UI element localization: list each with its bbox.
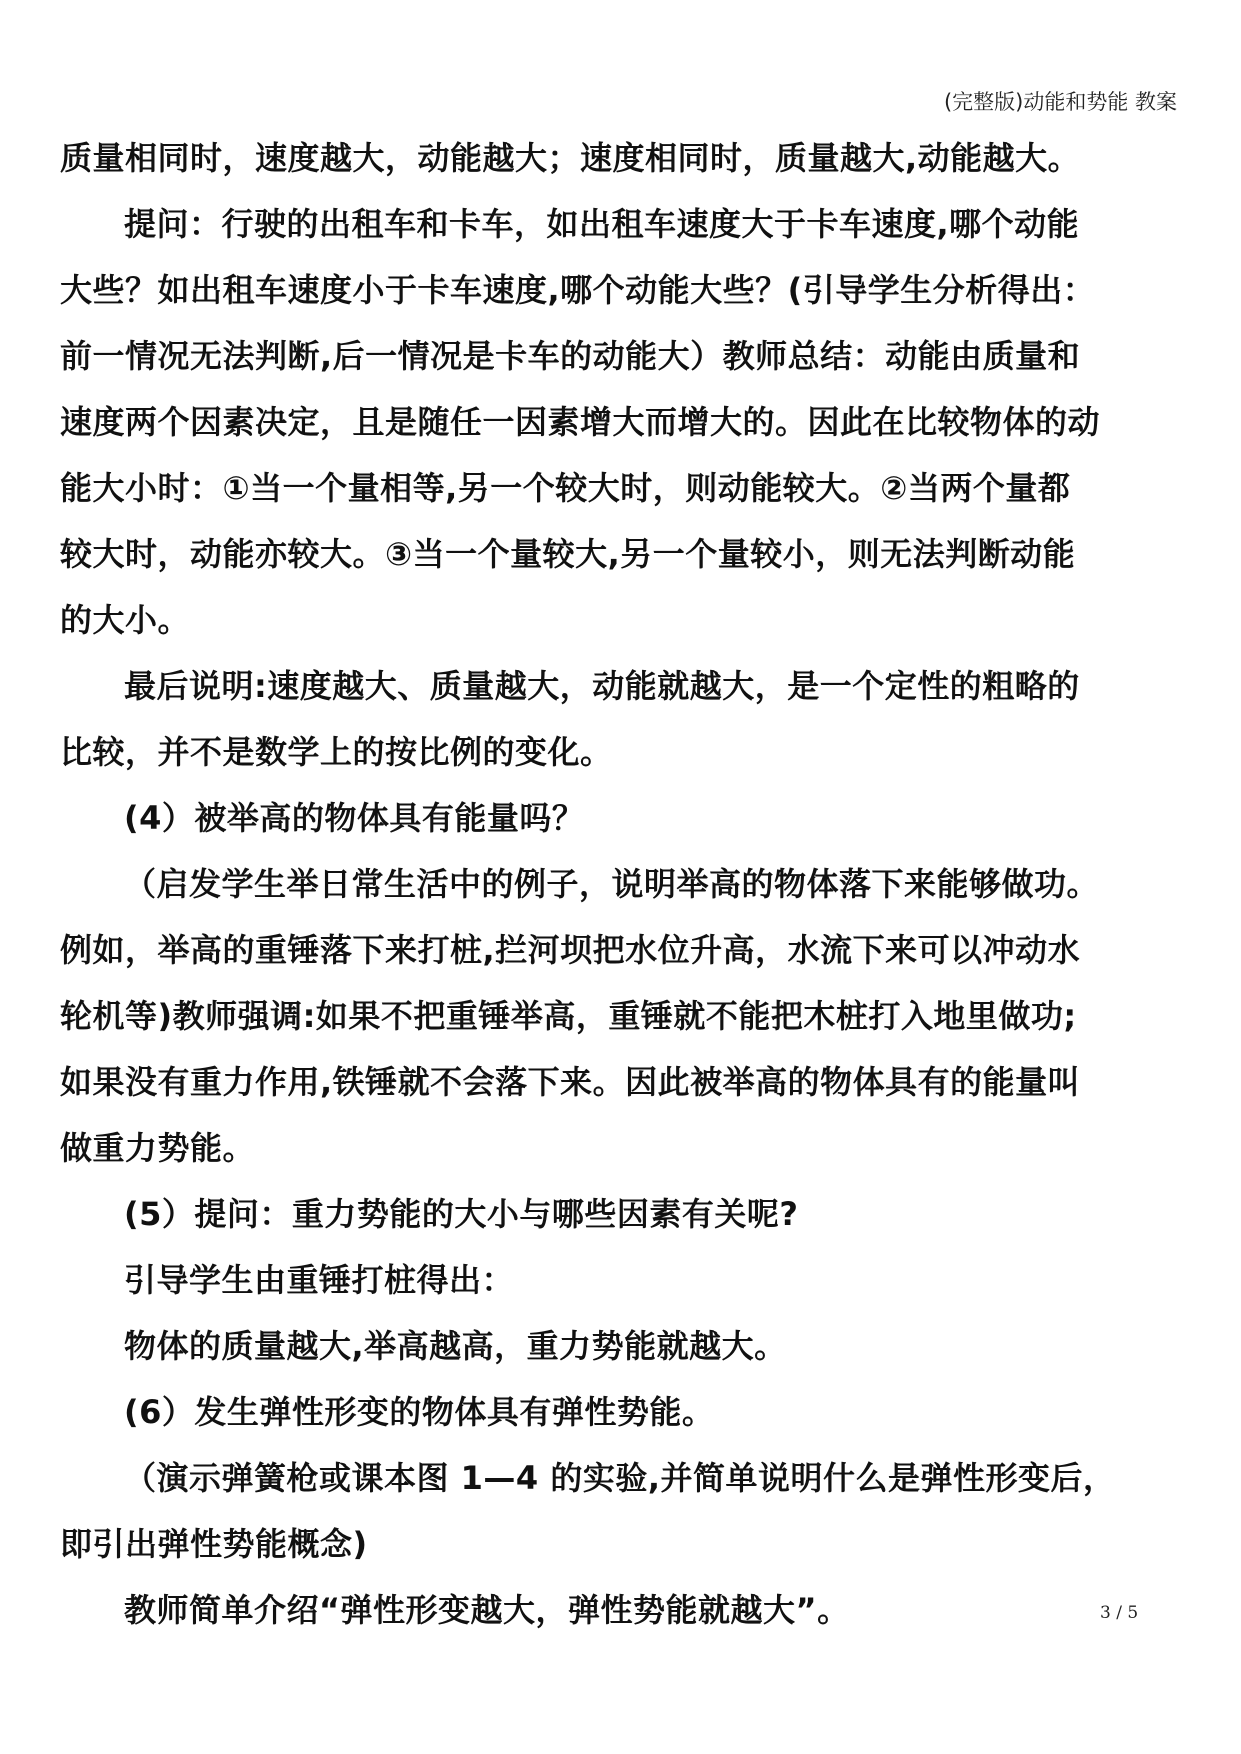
paragraph — [60, 1379, 1190, 1445]
paragraph — [60, 851, 1190, 1181]
text-line: 即引出弹性势能概念) — [60, 1525, 368, 1563]
text-line: (4）被举高的物体具有能量吗？ — [124, 799, 585, 837]
paragraph — [60, 1181, 1190, 1247]
text-line: 物体的质量越大,举高越高，重力势能就越大。 — [124, 1327, 787, 1365]
text-line: 例如，举高的重锤落下来打桩,拦河坝把水位升高，水流下来可以冲动水 — [60, 931, 1081, 969]
text-line: 最后说明:速度越大、质量越大，动能就越大，是一个定性的粗略的 — [124, 667, 1080, 705]
paragraph — [60, 785, 1190, 851]
paragraph — [60, 1445, 1190, 1577]
text-line: 前一情况无法判断,后一情况是卡车的动能大）教师总结：动能由质量和 — [60, 337, 1081, 375]
page-header: (完整版)动能和势能 教案 — [943, 90, 1177, 114]
paragraph — [60, 653, 1190, 785]
text-line: 大些？如出租车速度小于卡车速度,哪个动能大些？(引导学生分析得出： — [60, 271, 1096, 309]
paragraph — [60, 1247, 1190, 1313]
text-line: 提问：行驶的出租车和卡车，如出租车速度大于卡车速度,哪个动能 — [124, 205, 1080, 243]
paragraph — [60, 1577, 1190, 1643]
text-line: 做重力势能。 — [60, 1129, 256, 1167]
text-line: 教师简单介绍“弹性形变越大，弹性势能就越大”。 — [124, 1591, 850, 1629]
text-line: 轮机等)教师强调:如果不把重锤举高，重锤就不能把木桩打入地里做功; — [60, 997, 1077, 1035]
paragraph — [60, 1313, 1190, 1379]
text-line: （演示弹簧枪或课本图 1—4 的实验,并简单说明什么是弹性形变后， — [124, 1459, 1116, 1497]
text-line: 的大小。 — [60, 601, 191, 639]
text-line: 比较，并不是数学上的按比例的变化。 — [60, 733, 613, 771]
text-line: 较大时，动能亦较大。③当一个量较大,另一个量较小，则无法判断动能 — [60, 535, 1076, 573]
text-line: 速度两个因素决定，且是随任一因素增大而增大的。因此在比较物体的动 — [60, 403, 1101, 441]
text-line: 引导学生由重锤打桩得出： — [124, 1261, 515, 1299]
page-number: 3 / 5 — [1100, 1603, 1139, 1623]
text-line: (5）提问：重力势能的大小与哪些因素有关呢? — [124, 1195, 799, 1233]
text-line: (6）发生弹性形变的物体具有弹性势能。 — [124, 1393, 715, 1431]
paragraph — [60, 125, 1190, 191]
text-line: 能大小时：①当一个量相等,另一个较大时，则动能较大。②当两个量都 — [60, 469, 1071, 507]
document-body — [60, 125, 1190, 1643]
paragraph — [60, 191, 1190, 653]
text-line: （启发学生举日常生活中的例子，说明举高的物体落下来能够做功。 — [124, 865, 1100, 903]
text-line: 质量相同时，速度越大，动能越大；速度相同时，质量越大,动能越大。 — [60, 139, 1081, 177]
text-line: 如果没有重力作用,铁锤就不会落下来。因此被举高的物体具有的能量叫 — [60, 1063, 1081, 1101]
